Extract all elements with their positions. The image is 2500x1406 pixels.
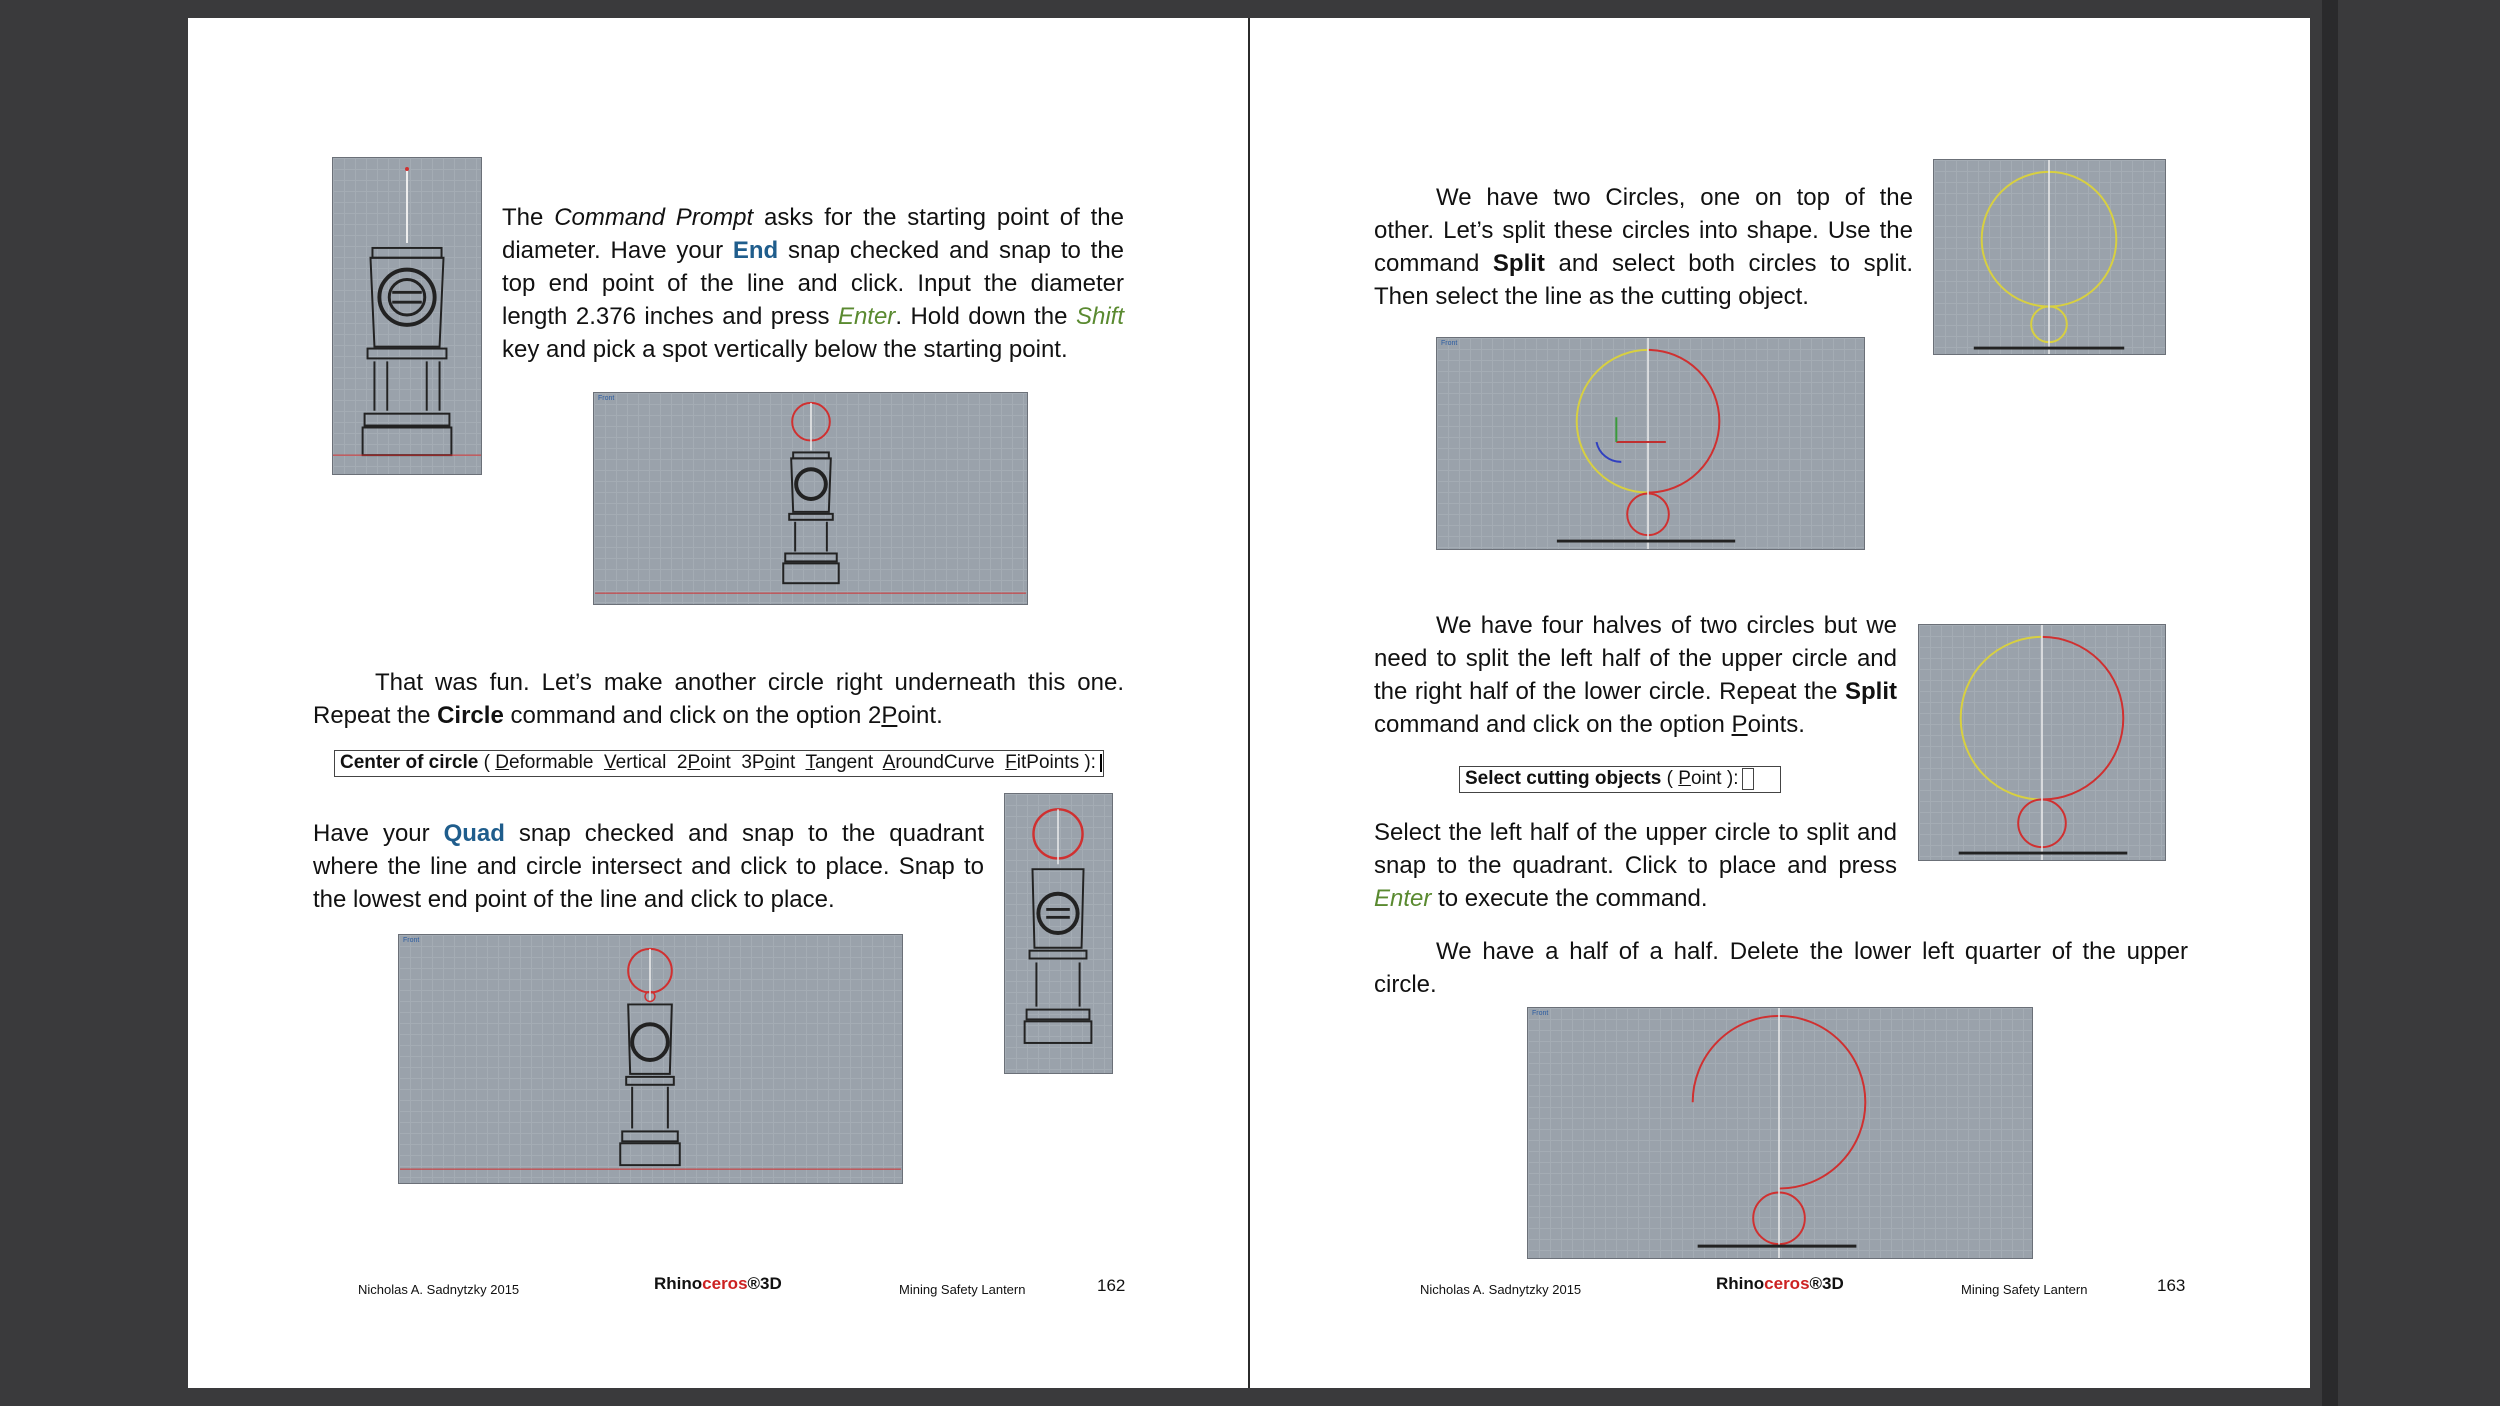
- select-cutting-objects-command-line: [1459, 766, 1781, 793]
- text: and select both circles to split. Then select the line as the cutting object.: [1374, 250, 1913, 310]
- text: (: [1661, 768, 1679, 789]
- text: P: [881, 702, 898, 729]
- left-paragraph-1: [502, 201, 1124, 366]
- left-footer-brand: Rhinoceros®3D: [654, 1274, 782, 1293]
- left-footer-author: Nicholas A. Sadnytzky 2015: [358, 1282, 520, 1297]
- lantern-with-circle-drawing: [594, 393, 1027, 604]
- lantern-viewport-tall: [332, 157, 482, 475]
- right-footer-brand: Rhinoceros®3D: [1716, 1274, 1844, 1293]
- quarter-deleted-drawing: [1528, 1008, 2032, 1258]
- circle-viewport-2: [398, 934, 903, 1184]
- input-box[interactable]: [1742, 768, 1754, 790]
- option-3point[interactable]: 3Point: [741, 752, 796, 773]
- yellow-circles-drawing: [1934, 160, 2165, 354]
- enter-key-term: Enter: [1374, 885, 1432, 912]
- lantern-drawing: [333, 158, 481, 474]
- text: ):: [1721, 768, 1739, 789]
- text: The: [502, 204, 555, 231]
- text: oint.: [897, 702, 943, 729]
- text: P: [1731, 711, 1748, 738]
- text: key and pick a spot vertically below the starting point.: [502, 336, 1068, 363]
- circle-command-term: Circle: [437, 702, 504, 729]
- text: We have a half of a half. Delete the lower left quarter of the upper circle.: [1374, 938, 2188, 998]
- circle-viewport-1: [593, 392, 1028, 605]
- right-footer-author: Nicholas A. Sadnytzky 2015: [1420, 1282, 1582, 1297]
- quad-snap-term: Quad: [443, 820, 505, 847]
- option-2point[interactable]: 2Point: [676, 752, 731, 773]
- right-footer-title: Mining Safety Lantern: [1961, 1282, 2088, 1297]
- command-prompt-term: Command Prompt: [554, 204, 754, 231]
- option-point[interactable]: Point: [1678, 768, 1722, 789]
- text: command and click on the option: [1374, 711, 1732, 738]
- text: oints.: [1747, 711, 1805, 738]
- option-vertical[interactable]: Vertical: [604, 752, 667, 773]
- text: Select the left half of the upper circle to split and snap to the quadrant. Click to place and press: [1374, 819, 1897, 879]
- option-fitpoints[interactable]: FitPoints: [1005, 752, 1080, 773]
- text: ):: [1079, 752, 1096, 773]
- book-spine: [1248, 18, 1250, 1388]
- left-page-number: 162: [1097, 1276, 1126, 1295]
- text: snap checked and snap to the quadrant where the line and circle intersect and click to place. Snap to the lowest end point of the line and click to place.: [313, 820, 984, 913]
- right-paragraph-3: [1374, 816, 1897, 915]
- text-cursor: [1100, 754, 1102, 772]
- option-tangent[interactable]: Tangent: [805, 752, 874, 773]
- lantern-two-circles-drawing: [1005, 794, 1112, 1073]
- text: That was fun. Let’s make another circle right underneath this one. Repeat the: [313, 669, 1124, 729]
- text: We have two Circles, one on top of the other. Let’s split these circles into shape. Use the command: [1374, 184, 1913, 277]
- split-viewport: [1436, 337, 1865, 550]
- right-paragraph-2: [1374, 609, 1897, 741]
- half-circles-viewport: [1918, 624, 2166, 861]
- text: snap checked and snap to the top end point of the line and click. Input the diameter length 2.376 inches and press: [502, 237, 1125, 330]
- two-circles-viewport: [1933, 159, 2166, 355]
- shift-key-term: Shift: [1075, 303, 1125, 330]
- text: Have your: [313, 820, 444, 847]
- center-of-circle-command-line: [334, 750, 1104, 777]
- end-snap-term: End: [732, 237, 779, 264]
- right-page-number: 163: [2157, 1276, 2186, 1295]
- text: . Hold down the: [895, 303, 1076, 330]
- viewport-label: Front: [1441, 340, 1458, 347]
- command-label: Select cutting objects: [1465, 768, 1662, 789]
- left-paragraph-2: [313, 666, 1124, 732]
- right-paragraph-4: [1374, 935, 2188, 1001]
- text: to execute the command.: [1431, 885, 1708, 912]
- half-circles-drawing: [1919, 625, 2165, 860]
- scrollbar[interactable]: [2322, 0, 2338, 1406]
- text: asks for the starting point of the diameter. Have your: [502, 204, 1124, 264]
- split-circles-drawing: [1437, 338, 1864, 549]
- right-paragraph-1: [1374, 181, 1913, 313]
- enter-key-term: Enter: [837, 303, 896, 330]
- lantern-two-circles-wide-drawing: [399, 935, 902, 1183]
- text: command and click on the option 2: [503, 702, 882, 729]
- split-command-term: Split: [1845, 678, 1897, 705]
- option-deformable[interactable]: Deformable: [495, 752, 594, 773]
- viewport-label: Front: [1532, 1010, 1549, 1017]
- viewport-label: Front: [403, 937, 420, 944]
- option-aroundcurve[interactable]: AroundCurve: [882, 752, 995, 773]
- left-footer-title: Mining Safety Lantern: [899, 1282, 1026, 1297]
- text: (: [478, 752, 496, 773]
- command-label: Center of circle: [340, 752, 479, 773]
- text: We have four halves of two circles but we need to split the left half of the upper circle and the right half of the lower circle. Repeat the: [1374, 612, 1897, 705]
- viewport-label: Front: [598, 395, 615, 402]
- quarter-deleted-viewport: [1527, 1007, 2033, 1259]
- left-paragraph-3: [313, 817, 984, 916]
- split-command-term: Split: [1492, 250, 1545, 277]
- lantern-viewport-small: [1004, 793, 1113, 1074]
